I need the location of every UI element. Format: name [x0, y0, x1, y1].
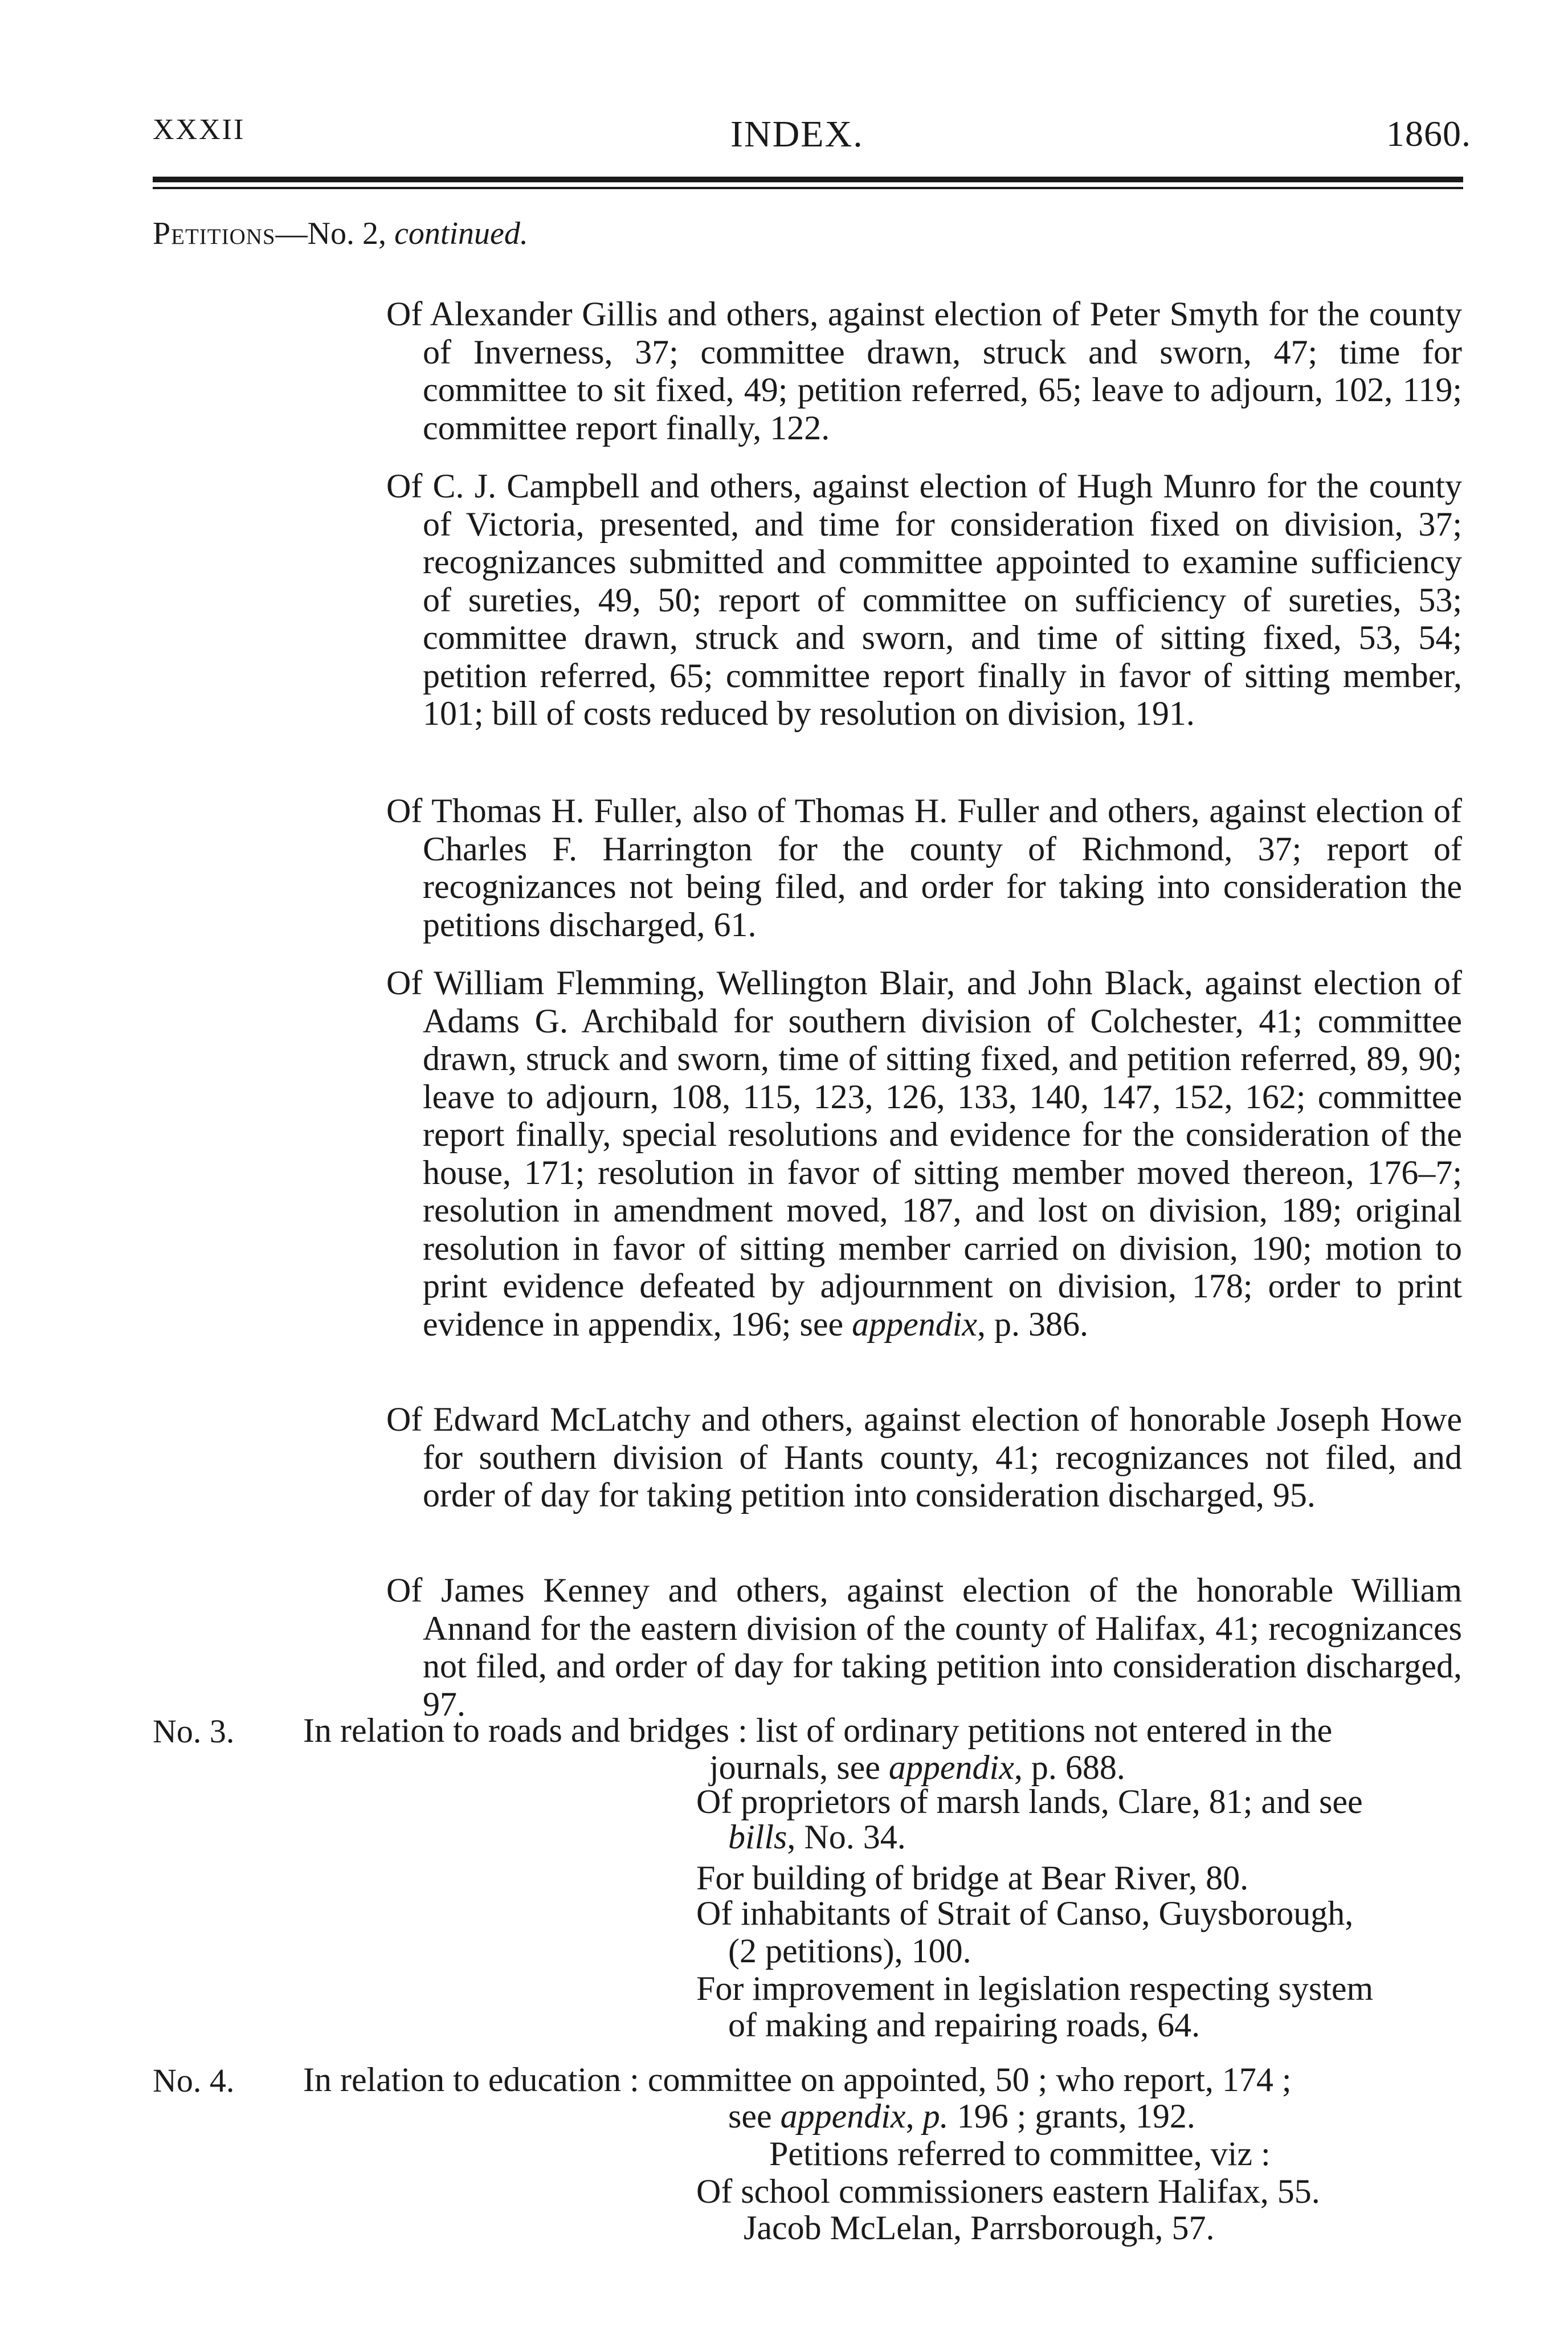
section-label: Petitions — [153, 216, 276, 251]
petition-entry: Of Alexander Gillis and others, against election of Peter Smyth for the county of Inverness, 37; committee drawn, struck and sworn, 47; time for committee to sit fixed, 49; petition referred, 65; leave to adjourn, 102, 119; committee report finally, 122. — [386, 295, 1462, 447]
no4-item-2: Jacob McLelan, Parrsborough, 57. — [744, 2209, 1215, 2247]
page-number-roman: XXXII — [153, 113, 246, 146]
bills-reference: bills — [728, 1818, 787, 1856]
no3-journals — [709, 1748, 1125, 1787]
petition-entry: Of C. J. Campbell and others, against election of Hugh Munro for the county of Victoria, presented, and time for consideration fixed on division, 37; recognizances submitted and committee appointed to examine sufficiency of sureties, 49, 50; report of committee on sufficiency of sureties, 53; committee drawn, struck and sworn, and time of sitting fixed, 53, 54; petition referred, 65; committee report finally in favor of sitting member, 101; bill of costs reduced by resolution on division, 191. — [386, 467, 1462, 732]
no3-intro — [303, 1711, 1332, 1750]
header-year: 1860. — [1386, 113, 1471, 154]
no4-referred-heading: Petitions referred to committee, viz : — [769, 2135, 1271, 2173]
no3-intro-text: In relation to roads and bridges : — [303, 1712, 748, 1749]
no3-item-4a: For improvement in legislation respecting system — [696, 1970, 1374, 2007]
section-number: —No. 2, — [275, 216, 395, 251]
petition-entry — [386, 964, 1462, 1343]
no3-item-3b: (2 petitions), 100. — [728, 1932, 971, 1970]
entry-text: Of William Flemming, Wellington Blair, and John Black, against election of Adams G. Archibald for southern division of Colchester, 41; committee drawn, struck and sworn, time of sitting fixed, and petition referred, 89, 90; leave to adjourn, 108, 115, 123, 126, 133, 140, 147, 152, 162; committee report finally, special resolutions and evidence for the consideration of the house, 171; resolution in favor of sitting member moved thereon, 176–7; resolution in amendment moved, 187, and lost on division, 189; original resolution in favor of sitting member carried on division, 190; motion to print evidence defeated by adjournment on division, 178; order to print evidence in appendix, 196; see — [386, 964, 1462, 1343]
header-rule-thick — [153, 177, 1463, 182]
no3-item-3a: Of inhabitants of Strait of Canso, Guysborough, — [696, 1894, 1354, 1932]
no3-journals-text: journals, see — [709, 1749, 889, 1786]
no3-item-2: For building of bridge at Bear River, 80. — [696, 1859, 1249, 1897]
no3-intro-rest: list of ordinary petitions not entered in the — [747, 1712, 1333, 1749]
bills-number: , No. 34. — [787, 1818, 906, 1856]
petition-entry: Of Edward McLatchy and others, against election of honorable Joseph Howe for southern division of Hants county, 41; recognizances not filed, and order of day for taking petition into consideration discharged, 95. — [386, 1400, 1462, 1514]
no4-see: see — [728, 2097, 781, 2135]
no4-intro — [303, 2060, 1292, 2100]
no4-sep: , — [905, 2097, 923, 2135]
appendix-reference: appendix — [852, 1305, 978, 1343]
no4-appendix-line — [728, 2097, 1195, 2136]
no3-item-1a: Of proprietors of marsh lands, Clare, 81; and see — [696, 1783, 1363, 1820]
no3-item-1b — [728, 1818, 906, 1857]
no3-appendix: appendix — [888, 1749, 1014, 1786]
section-continued: continued. — [394, 216, 528, 251]
no4-label: No. 4. — [153, 2062, 235, 2099]
no4-p: p. — [922, 2097, 949, 2135]
page-reference: , p. 386. — [977, 1305, 1089, 1343]
no4-intro-text: In relation to education : — [303, 2061, 639, 2098]
no4-intro-rest: committee on appointed, 50 ; who report, 174 ; — [639, 2061, 1292, 2098]
petition-entry: Of James Kenney and others, against election of the honorable William Annand for the eastern division of the county of Halifax, 41; recognizances not filed, and order of day for taking petition into consideration discharged, 97. — [386, 1571, 1462, 1723]
no3-item-4b: of making and repairing roads, 64. — [728, 2006, 1200, 2044]
no4-appendix: appendix — [780, 2097, 906, 2135]
header-rule-thin — [153, 187, 1463, 189]
petition-entry: Of Thomas H. Fuller, also of Thomas H. Fuller and others, against election of Charles F. Harrington for the county of Richmond, 37; report of recognizances not being filed, and order for taking into consideration the petitions discharged, 61. — [386, 792, 1462, 944]
no3-page: , p. 688. — [1014, 1749, 1125, 1786]
header-title: INDEX. — [730, 113, 864, 155]
no3-label: No. 3. — [153, 1713, 235, 1750]
no4-grants: 196 ; grants, 192. — [948, 2097, 1195, 2135]
no4-item-1: Of school commissioners eastern Halifax, 55. — [696, 2173, 1320, 2210]
section-heading — [153, 215, 528, 252]
